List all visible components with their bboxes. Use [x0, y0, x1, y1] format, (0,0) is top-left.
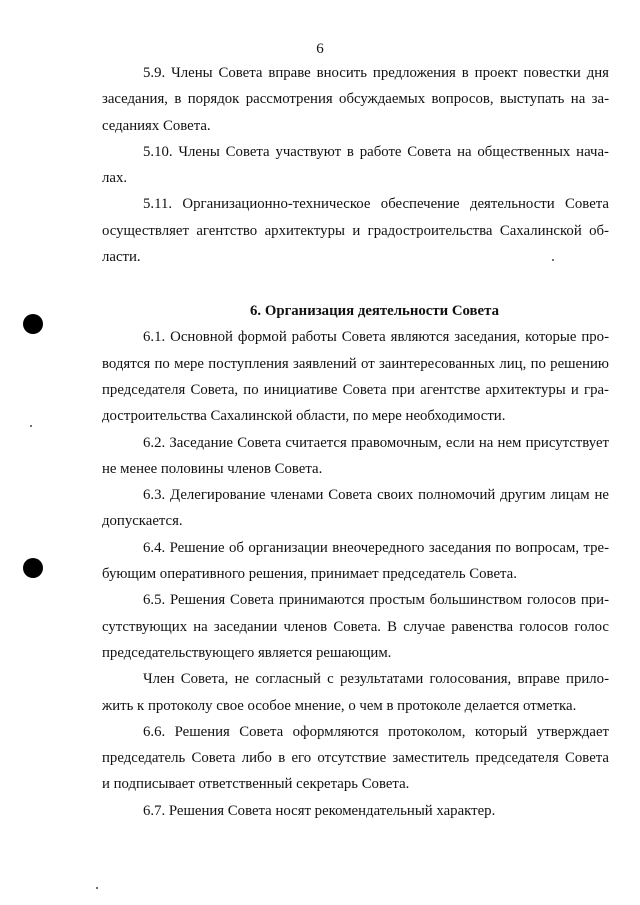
paragraph-6-7: [102, 798, 609, 824]
paragraph-line: ласти.: [102, 249, 141, 266]
paragraph-6-1: [102, 324, 609, 429]
document-body: [102, 60, 609, 824]
paragraph-line: бующим оперативного решения, принимает председатель Совета.: [102, 566, 517, 583]
paragraph-line: 6.6. Решения Совета оформляются протоколом, который утверждает: [143, 723, 609, 740]
section-spacer: [102, 270, 609, 298]
paragraph-6-5-dissent: [102, 666, 609, 719]
paragraph-line: седаниях Совета.: [102, 117, 211, 134]
paragraph-line: сутствующих на заседании членов Совета. В случае равенства голосов голос: [102, 618, 609, 635]
paragraph-line: жить к протоколу свое особое мнение, о чем в протоколе делается отметка.: [102, 697, 577, 714]
paragraph-line: допускается.: [102, 513, 183, 530]
paragraph-line: 6.7. Решения Совета носят рекомендательный характер.: [143, 802, 496, 819]
paragraph-line: 6.2. Заседание Совета считается правомочным, если на нем присутствует: [143, 434, 609, 451]
paragraph-6-4: [102, 535, 609, 588]
paragraph-5-11: [102, 191, 609, 270]
binder-hole-bottom: [23, 558, 43, 578]
paragraph-6-6: [102, 719, 609, 798]
page-number: 6: [316, 41, 324, 57]
paragraph-line: заседания, в порядок рассмотрения обсуждаемых вопросов, выступать на за-: [102, 91, 609, 108]
paragraph-line: председатель Совета либо в его отсутствие заместитель председателя Совета: [102, 750, 609, 767]
paragraph-6-5: [102, 587, 609, 666]
paragraph-line: осуществляет агентство архитектуры и градостроительства Сахалинской об-: [102, 222, 609, 239]
paragraph-line: председательствующего является решающим.: [102, 644, 392, 661]
paragraph-line: 5.9. Члены Совета вправе вносить предложения в проект повестки дня: [143, 65, 609, 81]
section-heading: 6. Организация деятельности Совета: [250, 303, 499, 320]
paragraph-line: 6.1. Основной формой работы Совета являются заседания, которые про-: [143, 329, 609, 346]
paragraph-5-10: [102, 139, 609, 192]
paragraph-5-9: [102, 60, 609, 139]
paragraph-line: водятся по мере поступления заявлений от заинтересованных лиц, по решению: [102, 355, 609, 372]
scan-speck: [96, 887, 98, 889]
paragraph-line: достроительства Сахалинской области, по мере необходимости.: [102, 408, 506, 425]
paragraph-line: и подписывает ответственный секретарь Совета.: [102, 776, 410, 793]
paragraph-line: 6.3. Делегирование членами Совета своих полномочий другим лицам не: [143, 487, 609, 504]
binder-hole-top: [23, 314, 43, 334]
paragraph-line: Член Совета, не согласный с результатами голосования, вправе прило-: [143, 671, 609, 688]
paragraph-line: 5.10. Члены Совета участвуют в работе Совета на общественных нача-: [143, 143, 609, 160]
paragraph-line: лах.: [102, 170, 128, 187]
paragraph-line: 6.5. Решения Совета принимаются простым большинством голосов при-: [143, 592, 609, 609]
paragraph-line: 6.4. Решение об организации внеочередного заседания по вопросам, тре-: [143, 539, 609, 556]
paragraph-6-2: [102, 430, 609, 483]
scan-speck: [30, 425, 32, 427]
paragraph-line: не менее половины членов Совета.: [102, 460, 323, 477]
paragraph-line: 5.11. Организационно-техническое обеспечение деятельности Совета: [143, 196, 609, 213]
paragraph-line: председателя Совета, по инициативе Совета при агентстве архитектуры и гра-: [102, 381, 609, 398]
paragraph-6-3: [102, 482, 609, 535]
